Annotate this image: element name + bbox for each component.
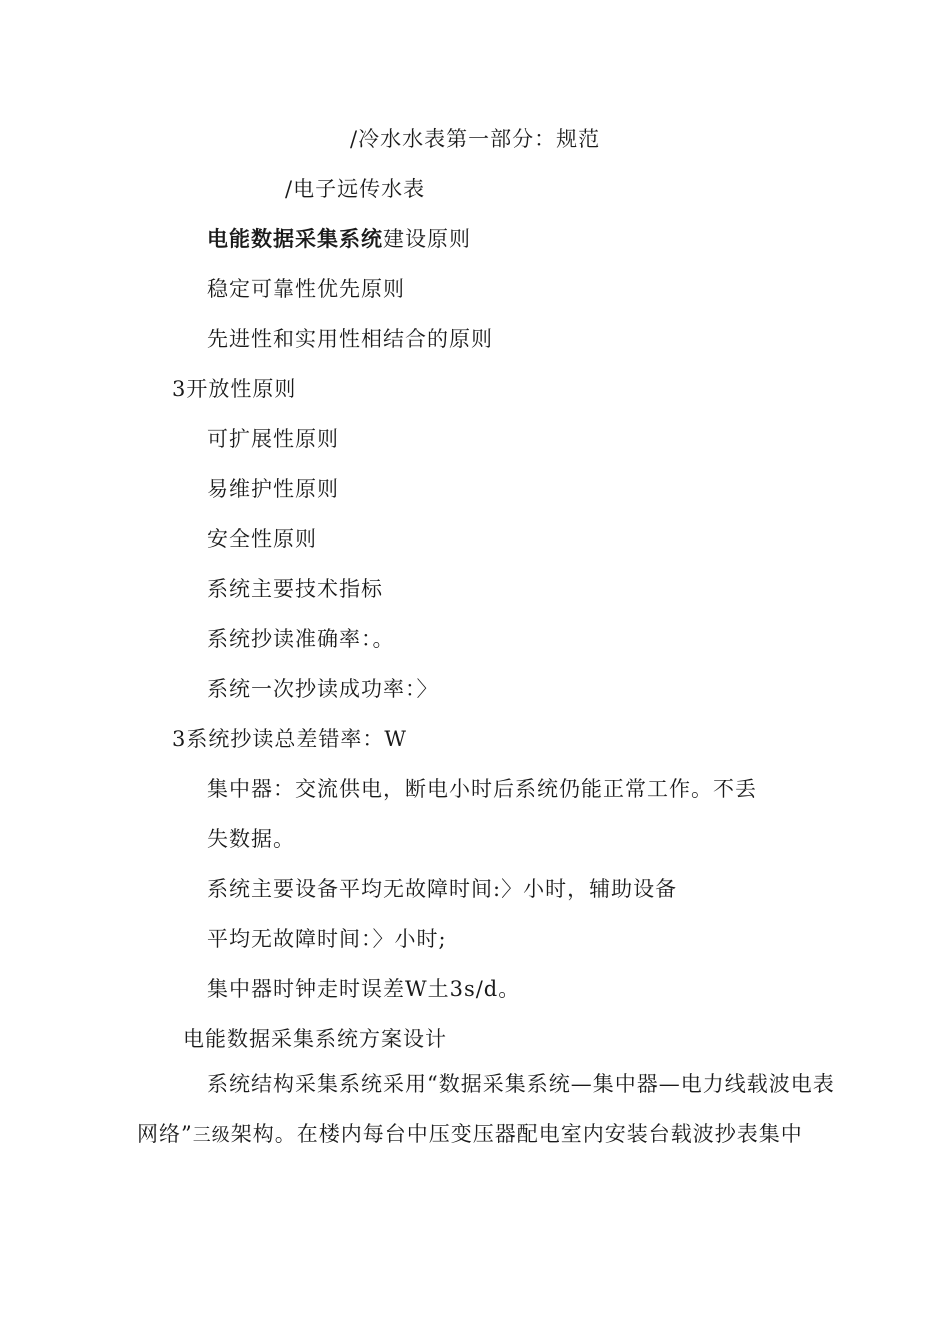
doc-line-error-rate: 3系统抄读总差错率：W (172, 727, 407, 751)
doc-line-scalability: 可扩展性原则 (207, 427, 339, 451)
doc-line-mtbf-aux: 平均无故障时间：〉小时; (207, 927, 447, 951)
paragraph-part-a: 系统结构采集系统采用“数据采集系统—集中器—电力线载波电表网络” (137, 1072, 835, 1146)
heading-rest-part: 建设原则 (383, 227, 471, 251)
doc-line-tech-indicators: 系统主要技术指标 (207, 577, 383, 601)
doc-line-security: 安全性原则 (207, 527, 317, 551)
doc-line-reliability: 稳定可靠性优先原则 (207, 277, 405, 301)
doc-line-clock-error: 集中器时钟走时误差W土3s/d。 (207, 977, 521, 1001)
doc-line-read-accuracy: 系统抄读准确率：。 (207, 627, 395, 651)
doc-line-read-success: 系统一次抄读成功率：〉 (207, 677, 439, 701)
paragraph-part-small: 三级 (192, 1125, 231, 1146)
doc-line-maintainability: 易维护性原则 (207, 477, 339, 501)
doc-line-title-1: /冷水水表第一部分：规范 (350, 127, 601, 151)
doc-line-title-2: /电子远传水表 (285, 177, 426, 201)
heading-bold-part: 电能数据采集系统 (207, 226, 383, 251)
doc-line-mtbf-main: 系统主要设备平均无故障时间:〉小时，辅助设备 (207, 877, 678, 901)
doc-line-advanced: 先进性和实用性相结合的原则 (207, 327, 493, 351)
paragraph-part-b: 架构。在楼内每台中压变压器配电室内安装台载波抄表集中 (230, 1122, 803, 1146)
doc-line-openness: 3开放性原则 (172, 377, 297, 401)
doc-heading-principles (207, 224, 471, 254)
doc-line-no-data-loss: 失数据。 (207, 827, 295, 851)
doc-paragraph-structure (137, 1059, 837, 1161)
doc-line-concentrator-power: 集中器：交流供电，断电小时后系统仍能正常工作。不丢 (207, 777, 757, 801)
doc-heading-design: 电能数据采集系统方案设计 (183, 1027, 447, 1051)
